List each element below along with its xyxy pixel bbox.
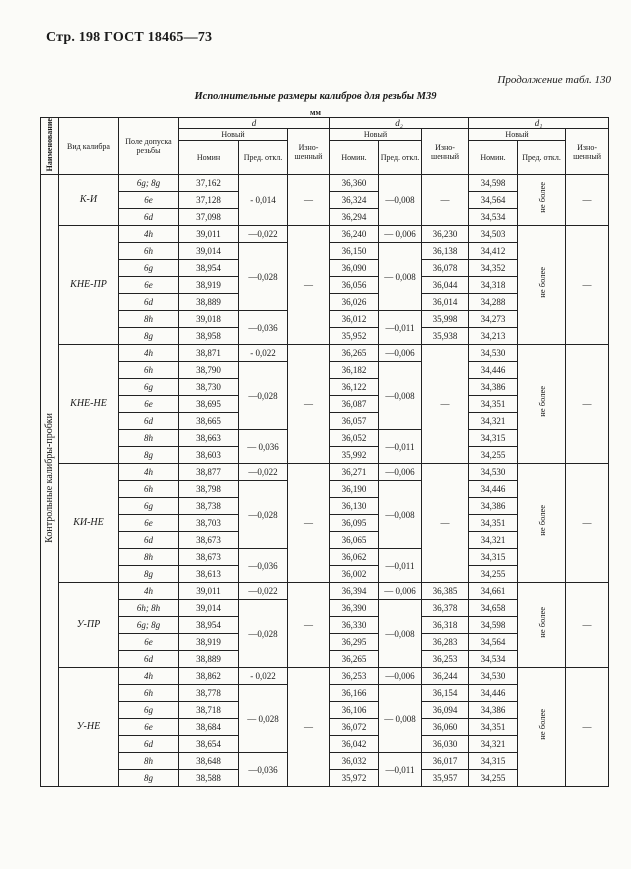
d-nominal: 39,011 bbox=[179, 583, 239, 600]
tolerance-field: 6g bbox=[119, 702, 179, 719]
not-more-label: не более bbox=[536, 182, 547, 213]
tolerance-field: 6e bbox=[119, 192, 179, 209]
d2-limit-dev: —0,008 bbox=[379, 481, 422, 549]
tolerance-field: 8h bbox=[119, 753, 179, 770]
d1-nominal: 34,564 bbox=[469, 634, 518, 651]
tolerance-field: 6e bbox=[119, 277, 179, 294]
tolerance-field: 6g; 8g bbox=[119, 617, 179, 634]
d1-nominal: 34,351 bbox=[469, 515, 518, 532]
d2-nominal: 36,065 bbox=[330, 532, 379, 549]
d-limit-dev: —0,028 bbox=[239, 243, 288, 311]
d2-limit-dev: —0,011 bbox=[379, 549, 422, 583]
d1-nominal: 34,530 bbox=[469, 345, 518, 362]
d2-limit-dev: —0,006 bbox=[379, 668, 422, 685]
d2-limit-dev: — 0,008 bbox=[379, 685, 422, 753]
d2-limit-dev: —0,008 bbox=[379, 175, 422, 226]
d1-nominal: 34,315 bbox=[469, 753, 518, 770]
header-d2-limit-dev: Пред. откл. bbox=[379, 141, 422, 175]
d1-nominal: 34,386 bbox=[469, 379, 518, 396]
d1-nominal: 34,598 bbox=[469, 175, 518, 192]
d-nominal: 37,128 bbox=[179, 192, 239, 209]
d2-nominal: 36,087 bbox=[330, 396, 379, 413]
tolerance-field: 6g bbox=[119, 260, 179, 277]
d1-nominal: 34,321 bbox=[469, 532, 518, 549]
d2-nominal: 36,052 bbox=[330, 430, 379, 447]
d2-worn: 36,078 bbox=[422, 260, 469, 277]
d-nominal: 38,871 bbox=[179, 345, 239, 362]
d2-limit-dev: —0,006 bbox=[379, 345, 422, 362]
d-nominal: 38,958 bbox=[179, 328, 239, 345]
d-nominal: 38,718 bbox=[179, 702, 239, 719]
header-d1: d₁ bbox=[469, 118, 609, 129]
table-row bbox=[41, 345, 609, 362]
tolerance-field: 4h bbox=[119, 345, 179, 362]
d-worn: — bbox=[288, 175, 330, 226]
d1-limit-dev bbox=[518, 345, 566, 464]
table-row bbox=[41, 464, 609, 481]
d-limit-dev: - 0,022 bbox=[239, 345, 288, 362]
header-d2-nominal: Номин. bbox=[330, 141, 379, 175]
d1-nominal: 34,386 bbox=[469, 498, 518, 515]
tolerance-field: 6h bbox=[119, 685, 179, 702]
group-label-text: Контрольные калибры-пробки bbox=[43, 413, 55, 543]
not-more-label: не более bbox=[536, 607, 547, 638]
tolerance-field: 6g bbox=[119, 379, 179, 396]
d2-worn: 36,060 bbox=[422, 719, 469, 736]
d-limit-dev: - 0,014 bbox=[239, 175, 288, 226]
unit-label: мм bbox=[310, 108, 321, 117]
d1-nominal: 34,273 bbox=[469, 311, 518, 328]
d2-limit-dev: —0,011 bbox=[379, 753, 422, 787]
d1-nominal: 34,315 bbox=[469, 430, 518, 447]
d2-worn: 36,253 bbox=[422, 651, 469, 668]
d-nominal: 38,613 bbox=[179, 566, 239, 583]
d-nominal: 38,703 bbox=[179, 515, 239, 532]
tolerance-field: 8g bbox=[119, 770, 179, 787]
d2-nominal: 35,972 bbox=[330, 770, 379, 787]
tolerance-field: 6d bbox=[119, 294, 179, 311]
d1-nominal: 34,530 bbox=[469, 464, 518, 481]
not-more-label: не более bbox=[536, 709, 547, 740]
d2-limit-dev: —0,011 bbox=[379, 430, 422, 464]
d1-nominal: 34,412 bbox=[469, 243, 518, 260]
calibre-kind: КНЕ-ПР bbox=[59, 226, 119, 345]
d2-nominal: 36,182 bbox=[330, 362, 379, 379]
d1-limit-dev bbox=[518, 583, 566, 668]
d2-nominal: 35,952 bbox=[330, 328, 379, 345]
d2-worn: 35,998 bbox=[422, 311, 469, 328]
tolerance-field: 8h bbox=[119, 549, 179, 566]
d2-worn: 36,154 bbox=[422, 685, 469, 702]
d2-nominal: 36,072 bbox=[330, 719, 379, 736]
d2-nominal: 36,150 bbox=[330, 243, 379, 260]
d2-worn: 36,044 bbox=[422, 277, 469, 294]
tolerance-field: 4h bbox=[119, 583, 179, 600]
tolerance-field: 6h; 8h bbox=[119, 600, 179, 617]
tolerance-field: 8g bbox=[119, 566, 179, 583]
d2-worn: — bbox=[422, 175, 469, 226]
tolerance-field: 6e bbox=[119, 719, 179, 736]
d2-nominal: 36,271 bbox=[330, 464, 379, 481]
d1-nominal: 34,598 bbox=[469, 617, 518, 634]
d-nominal: 38,889 bbox=[179, 651, 239, 668]
d2-nominal: 36,032 bbox=[330, 753, 379, 770]
tolerance-field: 6d bbox=[119, 209, 179, 226]
table-continuation-label: Продолжение табл. 130 bbox=[497, 74, 611, 86]
d1-nominal: 34,352 bbox=[469, 260, 518, 277]
tolerance-field: 4h bbox=[119, 668, 179, 685]
d2-limit-dev: — 0,008 bbox=[379, 243, 422, 311]
d-limit-dev: —0,028 bbox=[239, 362, 288, 430]
d1-nominal: 34,446 bbox=[469, 481, 518, 498]
d1-worn: — bbox=[566, 226, 609, 345]
header-d-worn: Изно-шенный bbox=[288, 129, 330, 175]
not-more-label: не более bbox=[536, 505, 547, 536]
page-header: Стр. 198 ГОСТ 18465—73 bbox=[46, 30, 213, 45]
d-nominal: 39,014 bbox=[179, 243, 239, 260]
d-nominal: 38,877 bbox=[179, 464, 239, 481]
d2-worn: 36,283 bbox=[422, 634, 469, 651]
d-nominal: 38,889 bbox=[179, 294, 239, 311]
d1-worn: — bbox=[566, 175, 609, 226]
d1-nominal: 34,534 bbox=[469, 651, 518, 668]
d1-nominal: 34,255 bbox=[469, 447, 518, 464]
d2-limit-dev: —0,006 bbox=[379, 464, 422, 481]
d2-nominal: 36,360 bbox=[330, 175, 379, 192]
not-more-label: не более bbox=[536, 386, 547, 417]
d1-nominal: 34,386 bbox=[469, 702, 518, 719]
tolerance-field: 8g bbox=[119, 328, 179, 345]
d-nominal: 38,919 bbox=[179, 634, 239, 651]
header-d-nominal: Номин bbox=[179, 141, 239, 175]
d1-nominal: 34,530 bbox=[469, 668, 518, 685]
d-limit-dev: —0,036 bbox=[239, 753, 288, 787]
d2-worn: 35,957 bbox=[422, 770, 469, 787]
d2-worn: 35,938 bbox=[422, 328, 469, 345]
d-nominal: 38,778 bbox=[179, 685, 239, 702]
d2-limit-dev: — 0,006 bbox=[379, 583, 422, 600]
d-limit-dev: —0,022 bbox=[239, 583, 288, 600]
d2-nominal: 36,324 bbox=[330, 192, 379, 209]
d-worn: — bbox=[288, 345, 330, 464]
d1-limit-dev bbox=[518, 226, 566, 345]
d2-nominal: 36,295 bbox=[330, 634, 379, 651]
header-d: d bbox=[179, 118, 330, 129]
d2-nominal: 36,062 bbox=[330, 549, 379, 566]
d2-worn: 36,138 bbox=[422, 243, 469, 260]
tolerance-field: 6g bbox=[119, 498, 179, 515]
d1-nominal: 34,661 bbox=[469, 583, 518, 600]
d-limit-dev: —0,028 bbox=[239, 481, 288, 549]
d1-limit-dev bbox=[518, 668, 566, 787]
d2-worn: 36,094 bbox=[422, 702, 469, 719]
d1-nominal: 34,255 bbox=[469, 566, 518, 583]
d-nominal: 38,798 bbox=[179, 481, 239, 498]
d2-nominal: 36,265 bbox=[330, 345, 379, 362]
d1-nominal: 34,658 bbox=[469, 600, 518, 617]
header-d1-worn: Изно-шенный bbox=[566, 129, 609, 175]
calibre-dimensions-table bbox=[40, 117, 609, 787]
d-nominal: 38,673 bbox=[179, 532, 239, 549]
not-more-label: не более bbox=[536, 267, 547, 298]
d2-nominal: 36,394 bbox=[330, 583, 379, 600]
d1-limit-dev bbox=[518, 464, 566, 583]
tolerance-field: 6h bbox=[119, 481, 179, 498]
header-kind: Вид калибра bbox=[59, 118, 119, 175]
d2-limit-dev: —0,011 bbox=[379, 311, 422, 345]
d2-nominal: 36,002 bbox=[330, 566, 379, 583]
d-nominal: 38,919 bbox=[179, 277, 239, 294]
tolerance-field: 6d bbox=[119, 413, 179, 430]
d-nominal: 38,603 bbox=[179, 447, 239, 464]
header-d-limit-dev: Пред. откл. bbox=[239, 141, 288, 175]
d1-worn: — bbox=[566, 345, 609, 464]
tolerance-field: 6h bbox=[119, 362, 179, 379]
d2-nominal: 36,240 bbox=[330, 226, 379, 243]
d-worn: — bbox=[288, 464, 330, 583]
d-limit-dev: —0,022 bbox=[239, 226, 288, 243]
d-nominal: 37,098 bbox=[179, 209, 239, 226]
header-name: Наименование bbox=[41, 118, 59, 175]
d2-nominal: 36,390 bbox=[330, 600, 379, 617]
d-nominal: 38,730 bbox=[179, 379, 239, 396]
d2-worn: 36,318 bbox=[422, 617, 469, 634]
d2-limit-dev: —0,008 bbox=[379, 600, 422, 668]
d2-worn: 36,385 bbox=[422, 583, 469, 600]
d2-nominal: 36,012 bbox=[330, 311, 379, 328]
d1-nominal: 34,564 bbox=[469, 192, 518, 209]
tolerance-field: 6d bbox=[119, 532, 179, 549]
d-limit-dev: — 0,028 bbox=[239, 685, 288, 753]
d-nominal: 38,790 bbox=[179, 362, 239, 379]
d1-nominal: 34,503 bbox=[469, 226, 518, 243]
d1-nominal: 34,351 bbox=[469, 396, 518, 413]
d1-worn: — bbox=[566, 464, 609, 583]
d2-nominal: 36,330 bbox=[330, 617, 379, 634]
d-nominal: 38,673 bbox=[179, 549, 239, 566]
table-row bbox=[41, 226, 609, 243]
tolerance-field: 4h bbox=[119, 226, 179, 243]
group-label bbox=[41, 175, 59, 787]
d-limit-dev: —0,022 bbox=[239, 464, 288, 481]
d2-worn: 36,014 bbox=[422, 294, 469, 311]
d1-worn: — bbox=[566, 583, 609, 668]
d-nominal: 37,162 bbox=[179, 175, 239, 192]
d-worn: — bbox=[288, 583, 330, 668]
tolerance-field: 6e bbox=[119, 634, 179, 651]
d2-worn: 36,030 bbox=[422, 736, 469, 753]
d1-nominal: 34,446 bbox=[469, 362, 518, 379]
d-nominal: 38,665 bbox=[179, 413, 239, 430]
tolerance-field: 6e bbox=[119, 515, 179, 532]
d2-worn: 36,017 bbox=[422, 753, 469, 770]
d2-nominal: 36,026 bbox=[330, 294, 379, 311]
d2-worn: 36,378 bbox=[422, 600, 469, 617]
d2-nominal: 36,090 bbox=[330, 260, 379, 277]
d1-nominal: 34,321 bbox=[469, 413, 518, 430]
tolerance-field: 6e bbox=[119, 396, 179, 413]
tolerance-field: 4h bbox=[119, 464, 179, 481]
d1-limit-dev bbox=[518, 175, 566, 226]
d-nominal: 38,684 bbox=[179, 719, 239, 736]
d-nominal: 39,011 bbox=[179, 226, 239, 243]
table-row bbox=[41, 175, 609, 192]
d2-nominal: 36,166 bbox=[330, 685, 379, 702]
d1-nominal: 34,446 bbox=[469, 685, 518, 702]
d-worn: — bbox=[288, 668, 330, 787]
d1-nominal: 34,255 bbox=[469, 770, 518, 787]
d2-nominal: 36,056 bbox=[330, 277, 379, 294]
calibre-kind: У-ПР bbox=[59, 583, 119, 668]
d-nominal: 38,663 bbox=[179, 430, 239, 447]
d2-nominal: 35,992 bbox=[330, 447, 379, 464]
d2-nominal: 36,265 bbox=[330, 651, 379, 668]
d1-worn: — bbox=[566, 668, 609, 787]
d2-worn: — bbox=[422, 345, 469, 464]
header-d1-new: Новый bbox=[469, 129, 566, 141]
d-nominal: 38,648 bbox=[179, 753, 239, 770]
d-limit-dev: - 0,022 bbox=[239, 668, 288, 685]
calibre-kind: КИ-НЕ bbox=[59, 464, 119, 583]
calibre-kind: У-НЕ bbox=[59, 668, 119, 787]
d-worn: — bbox=[288, 226, 330, 345]
header-d1-nominal: Номин. bbox=[469, 141, 518, 175]
d2-limit-dev: — 0,006 bbox=[379, 226, 422, 243]
tolerance-field: 6h bbox=[119, 243, 179, 260]
d-nominal: 38,654 bbox=[179, 736, 239, 753]
header-d2-new: Новый bbox=[330, 129, 422, 141]
d2-nominal: 36,122 bbox=[330, 379, 379, 396]
header-d2: d₂ bbox=[330, 118, 469, 129]
d-limit-dev: — 0,036 bbox=[239, 430, 288, 464]
d-nominal: 39,014 bbox=[179, 600, 239, 617]
d1-nominal: 34,534 bbox=[469, 209, 518, 226]
d1-nominal: 34,213 bbox=[469, 328, 518, 345]
d2-worn: 36,230 bbox=[422, 226, 469, 243]
d2-nominal: 36,130 bbox=[330, 498, 379, 515]
d2-worn: — bbox=[422, 464, 469, 583]
tolerance-field: 8g bbox=[119, 447, 179, 464]
header-d1-limit-dev: Пред. откл. bbox=[518, 141, 566, 175]
d-limit-dev: —0,036 bbox=[239, 311, 288, 345]
d-nominal: 38,588 bbox=[179, 770, 239, 787]
d-nominal: 39,018 bbox=[179, 311, 239, 328]
header-d2-worn: Изно-шенный bbox=[422, 129, 469, 175]
d2-worn: 36,244 bbox=[422, 668, 469, 685]
d2-nominal: 36,190 bbox=[330, 481, 379, 498]
d2-limit-dev: —0,008 bbox=[379, 362, 422, 430]
d1-nominal: 34,288 bbox=[469, 294, 518, 311]
d-nominal: 38,954 bbox=[179, 260, 239, 277]
d1-nominal: 34,321 bbox=[469, 736, 518, 753]
calibre-kind: К-И bbox=[59, 175, 119, 226]
header-tolerance: Поле допуска резьбы bbox=[119, 118, 179, 175]
d2-nominal: 36,057 bbox=[330, 413, 379, 430]
d-limit-dev: —0,036 bbox=[239, 549, 288, 583]
d1-nominal: 34,351 bbox=[469, 719, 518, 736]
tolerance-field: 8h bbox=[119, 430, 179, 447]
tolerance-field: 6d bbox=[119, 651, 179, 668]
header-d-new: Новый bbox=[179, 129, 288, 141]
calibre-kind: КНЕ-НЕ bbox=[59, 345, 119, 464]
d-nominal: 38,954 bbox=[179, 617, 239, 634]
d-limit-dev: —0,028 bbox=[239, 600, 288, 668]
d2-nominal: 36,253 bbox=[330, 668, 379, 685]
d1-nominal: 34,318 bbox=[469, 277, 518, 294]
tolerance-field: 6d bbox=[119, 736, 179, 753]
tolerance-field: 6g; 8g bbox=[119, 175, 179, 192]
tolerance-field: 8h bbox=[119, 311, 179, 328]
d-nominal: 38,738 bbox=[179, 498, 239, 515]
d2-nominal: 36,095 bbox=[330, 515, 379, 532]
d2-nominal: 36,106 bbox=[330, 702, 379, 719]
d2-nominal: 36,042 bbox=[330, 736, 379, 753]
d2-nominal: 36,294 bbox=[330, 209, 379, 226]
table-row bbox=[41, 668, 609, 685]
table-title: Исполнительные размеры калибров для резьбы М39 bbox=[194, 91, 437, 102]
d-nominal: 38,862 bbox=[179, 668, 239, 685]
d-nominal: 38,695 bbox=[179, 396, 239, 413]
d1-nominal: 34,315 bbox=[469, 549, 518, 566]
table-row bbox=[41, 583, 609, 600]
